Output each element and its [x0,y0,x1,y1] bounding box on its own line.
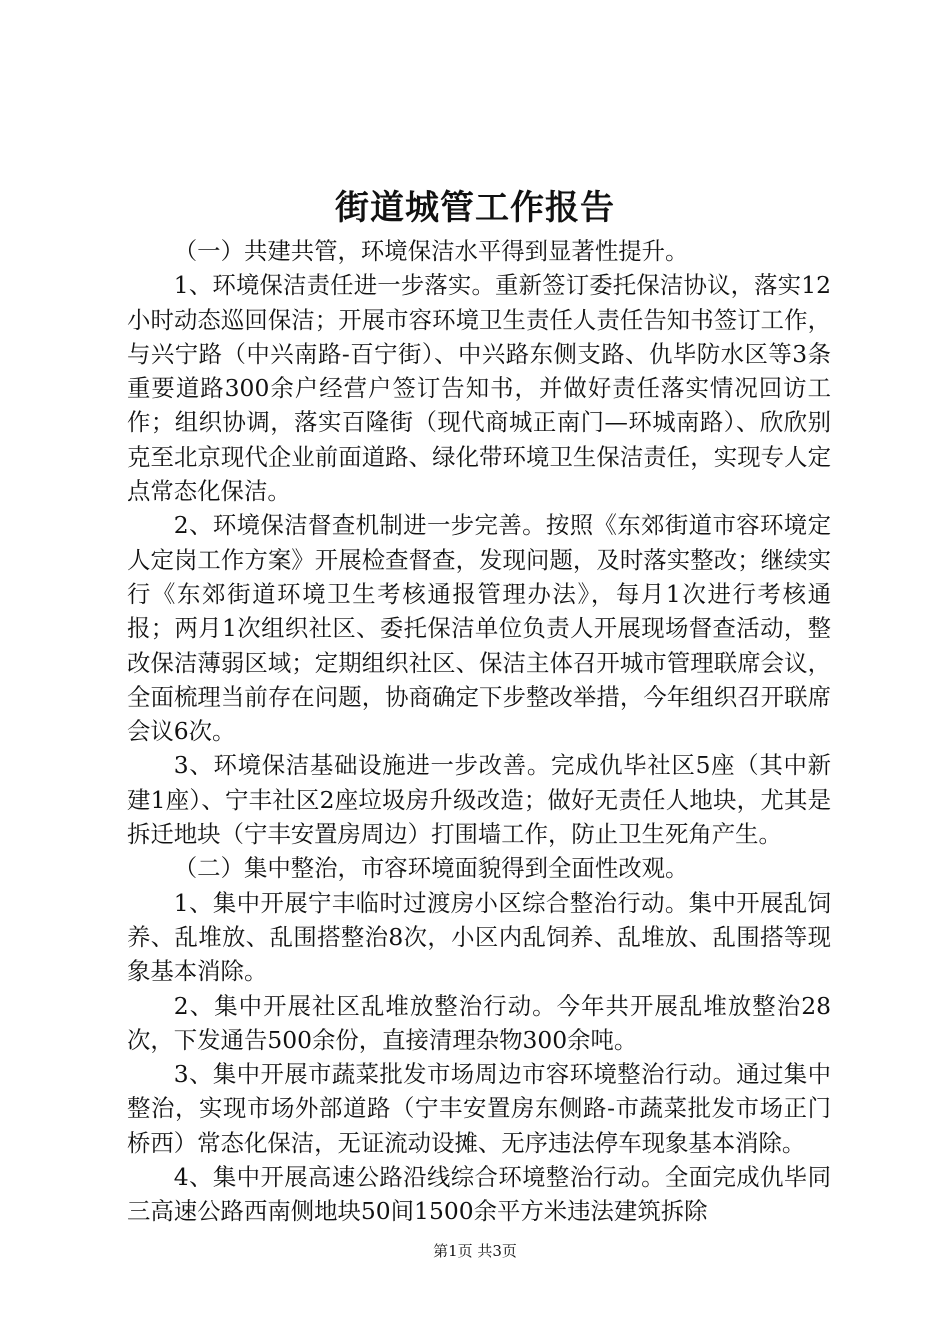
paragraph-item-2-2: 2、集中开展社区乱堆放整治行动。今年共开展乱堆放整治28次，下发通告500余份，直接清理杂物300余吨。 [127,991,831,1054]
paragraph-section-1-heading: （一）共建共管，环境保洁水平得到显著性提升。 [173,237,689,265]
paragraph-item-1-1: 1、环境保洁责任进一步落实。重新签订委托保洁协议，落实12小时动态巡回保洁；开展市容环境卫生责任人责任告知书签订工作，与兴宁路（中兴南路-百宁街）、中兴路东侧支路、仇毕防水区等3条重要道路300余户经营户签订告知书，并做好责任落实情况回访工作；组织协调，落实百隆街（现代商城正南门—环城南路）、欣欣别克至北京现代企业前面道路、绿化带环境卫生保洁责任，实现专人定点常态化保洁。 [127,271,831,506]
paragraph-section-2-heading: （二）集中整治，市容环境面貌得到全面性改观。 [173,854,689,883]
page-number-footer: 第1页 共3页 [433,1242,517,1260]
paragraph-item-1-2: 2、环境保洁督查机制进一步完善。按照《东郊街道市容环境定人定岗工作方案》开展检查督查，发现问题，及时落实整改；继续实行《东郊街道环境卫生考核通报管理办法》，每月1次进行考核通报；两月1次组织社区、委托保洁单位负责人开展现场督查活动，整改保洁薄弱区域；定期组织社区、保洁主体召开城市管理联席会议，全面梳理当前存在问题，协商确定下步整改举措，今年组织召开联席会议6次。 [127,511,831,746]
paragraph-item-2-1: 1、集中开展宁丰临时过渡房小区综合整治行动。集中开展乱饲养、乱堆放、乱围搭整治8次，小区内乱饲养、乱堆放、乱围搭等现象基本消除。 [127,888,831,986]
paragraph-item-1-3: 3、环境保洁基础设施进一步改善。完成仇毕社区5座（其中新建1座）、宁丰社区2座垃圾房升级改造；做好无责任人地块，尤其是拆迁地块（宁丰安置房周边）打围墙工作，防止卫生死角产生。 [127,751,831,849]
paragraph-item-2-3: 3、集中开展市蔬菜批发市场周边市容环境整治行动。通过集中整治，实现市场外部道路（宁丰安置房东侧路-市蔬菜批发市场正门桥西）常态化保洁，无证流动设摊、无序违法停车现象基本消除。 [127,1060,831,1157]
document-title: 街道城管工作报告 [335,188,615,228]
document-body [127,234,831,1229]
paragraph-item-2-4: 4、集中开展高速公路沿线综合环境整治行动。全面完成仇毕同三高速公路西南侧地块50间1500余平方米违法建筑拆除 [127,1163,831,1226]
